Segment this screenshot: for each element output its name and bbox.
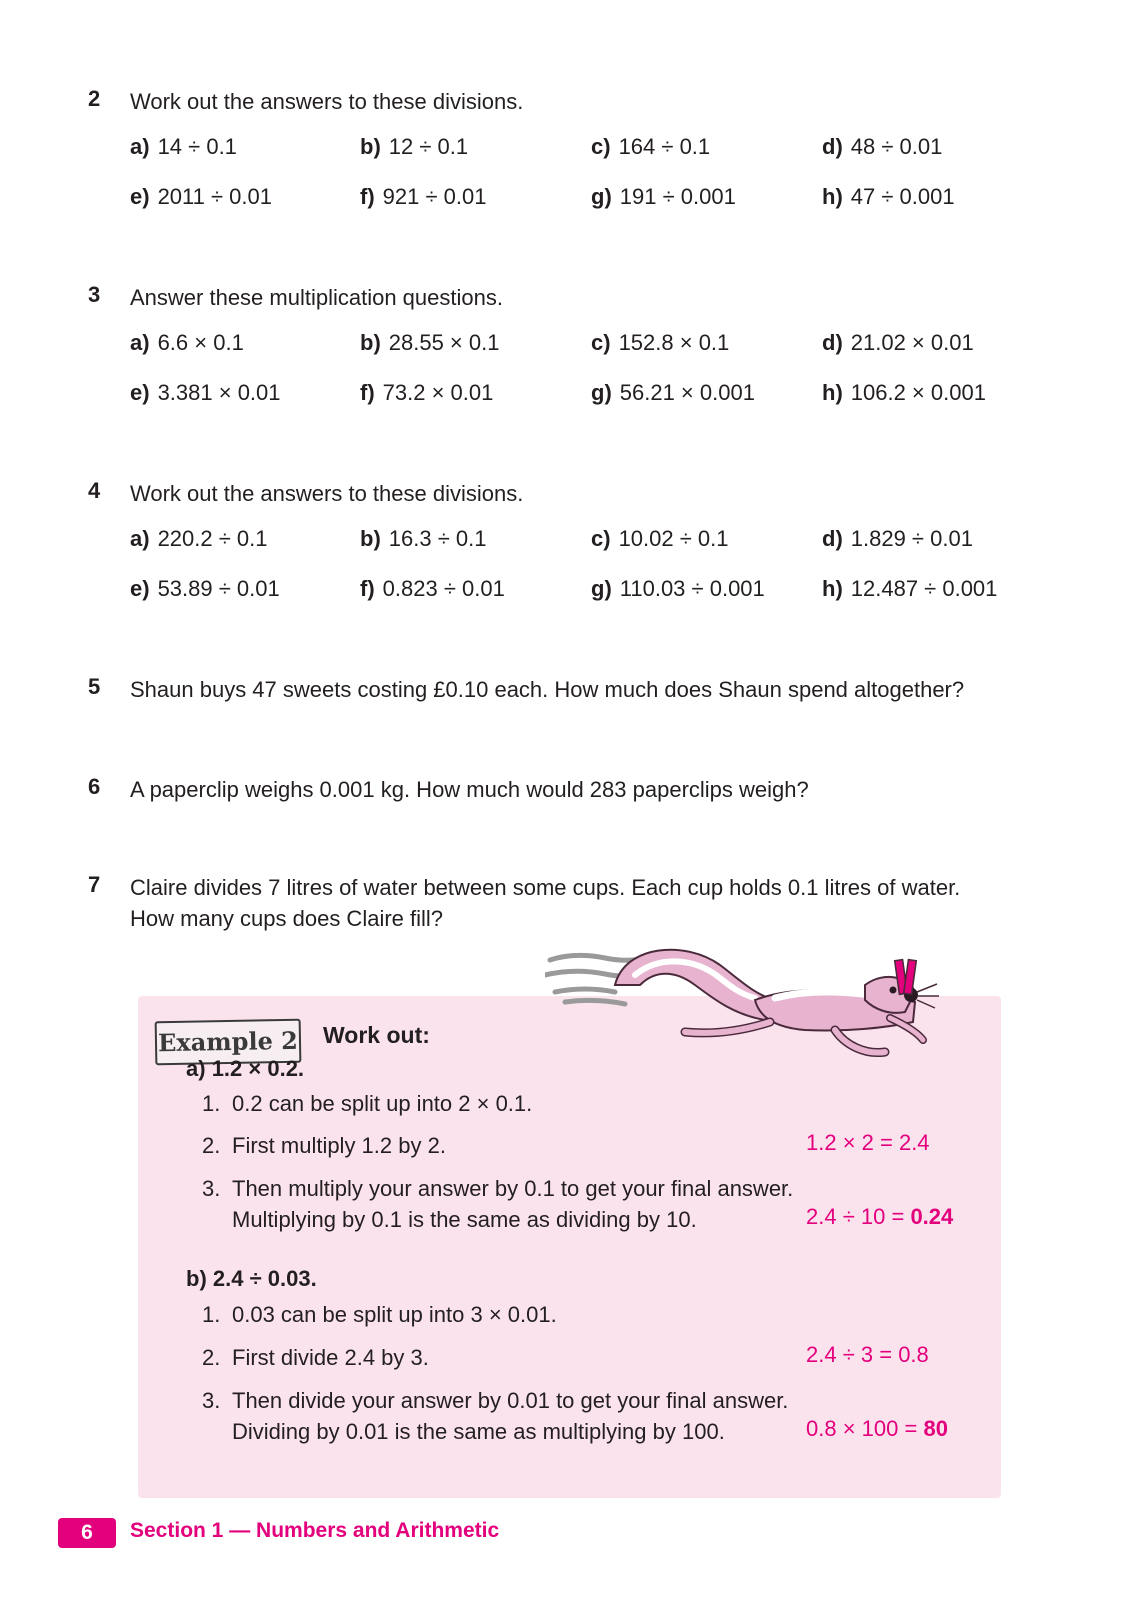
- section-title: Section 1 — Numbers and Arithmetic: [130, 1519, 500, 1542]
- question-part: c) 164 ÷ 0.1: [591, 134, 711, 159]
- skunk-illustration: [545, 940, 965, 1090]
- question-text: Shaun buys 47 sweets costing £0.10 each. How much does Shaun spend altogether?: [130, 677, 965, 702]
- question-part: c) 10.02 ÷ 0.1: [591, 526, 729, 551]
- question-number: 6: [88, 774, 101, 799]
- example-step: 2. First multiply 1.2 by 2.: [202, 1133, 446, 1158]
- example-result: 1.2 × 2 = 2.4: [806, 1130, 930, 1155]
- example-result: 2.4 ÷ 10 = 0.24: [806, 1204, 954, 1229]
- question-part: d) 1.829 ÷ 0.01: [822, 526, 973, 551]
- question-text: Answer these multiplication questions.: [130, 285, 503, 310]
- example-title: Work out:: [323, 1022, 430, 1048]
- example-result: 0.8 × 100 = 80: [806, 1416, 948, 1441]
- example-part-b: b) 2.4 ÷ 0.03.: [186, 1266, 317, 1291]
- question-part: f) 0.823 ÷ 0.01: [360, 576, 505, 601]
- question-text: Work out the answers to these divisions.: [130, 89, 524, 114]
- question-text: Work out the answers to these divisions.: [130, 481, 524, 506]
- question-part: b) 28.55 × 0.1: [360, 330, 500, 355]
- example-step: 3. Then multiply your answer by 0.1 to get your final answer. Multiplying by 0.1 is the same as dividing by 10.: [202, 1176, 794, 1232]
- question-part: f) 921 ÷ 0.01: [360, 184, 487, 209]
- question-number: 5: [88, 674, 101, 699]
- question-number: 3: [88, 282, 101, 307]
- question-part: e) 2011 ÷ 0.01: [130, 184, 272, 209]
- question-number: 4: [88, 478, 101, 503]
- question-part: b) 16.3 ÷ 0.1: [360, 526, 487, 551]
- question-part: h) 106.2 × 0.001: [822, 380, 986, 405]
- question-text: Claire divides 7 litres of water between some cups. Each cup holds 0.1 litres of water. How many cups does Claire fill?: [130, 875, 961, 931]
- example-step: 1. 0.03 can be split up into 3 × 0.01.: [202, 1302, 557, 1327]
- example-badge: Example 2: [155, 1019, 302, 1066]
- example-part-a: a) 1.2 × 0.2.: [186, 1056, 305, 1081]
- question-part: h) 47 ÷ 0.001: [822, 184, 955, 209]
- example-step: 2. First divide 2.4 by 3.: [202, 1345, 429, 1370]
- question-text: A paperclip weighs 0.001 kg. How much would 283 paperclips weigh?: [130, 777, 809, 802]
- question-part: a) 14 ÷ 0.1: [130, 134, 237, 159]
- question-part: a) 220.2 ÷ 0.1: [130, 526, 268, 551]
- question-part: b) 12 ÷ 0.1: [360, 134, 469, 159]
- example-step: 3. Then divide your answer by 0.01 to get your final answer. Dividing by 0.01 is the same as multiplying by 100.: [202, 1388, 789, 1444]
- question-part: d) 48 ÷ 0.01: [822, 134, 943, 159]
- question-part: d) 21.02 × 0.01: [822, 330, 974, 355]
- question-part: g) 56.21 × 0.001: [591, 380, 755, 405]
- question-part: c) 152.8 × 0.1: [591, 330, 730, 355]
- question-part: g) 191 ÷ 0.001: [591, 184, 736, 209]
- question-part: g) 110.03 ÷ 0.001: [591, 576, 765, 601]
- page-number: 6: [58, 1518, 116, 1548]
- question-part: a) 6.6 × 0.1: [130, 330, 244, 355]
- question-number: 2: [88, 86, 101, 111]
- example-step: 1. 0.2 can be split up into 2 × 0.1.: [202, 1091, 533, 1116]
- question-part: e) 53.89 ÷ 0.01: [130, 576, 280, 601]
- question-number: 7: [88, 872, 101, 897]
- question-part: h) 12.487 ÷ 0.001: [822, 576, 998, 601]
- question-part: f) 73.2 × 0.01: [360, 380, 494, 405]
- example-result: 2.4 ÷ 3 = 0.8: [806, 1342, 929, 1367]
- question-part: e) 3.381 × 0.01: [130, 380, 281, 405]
